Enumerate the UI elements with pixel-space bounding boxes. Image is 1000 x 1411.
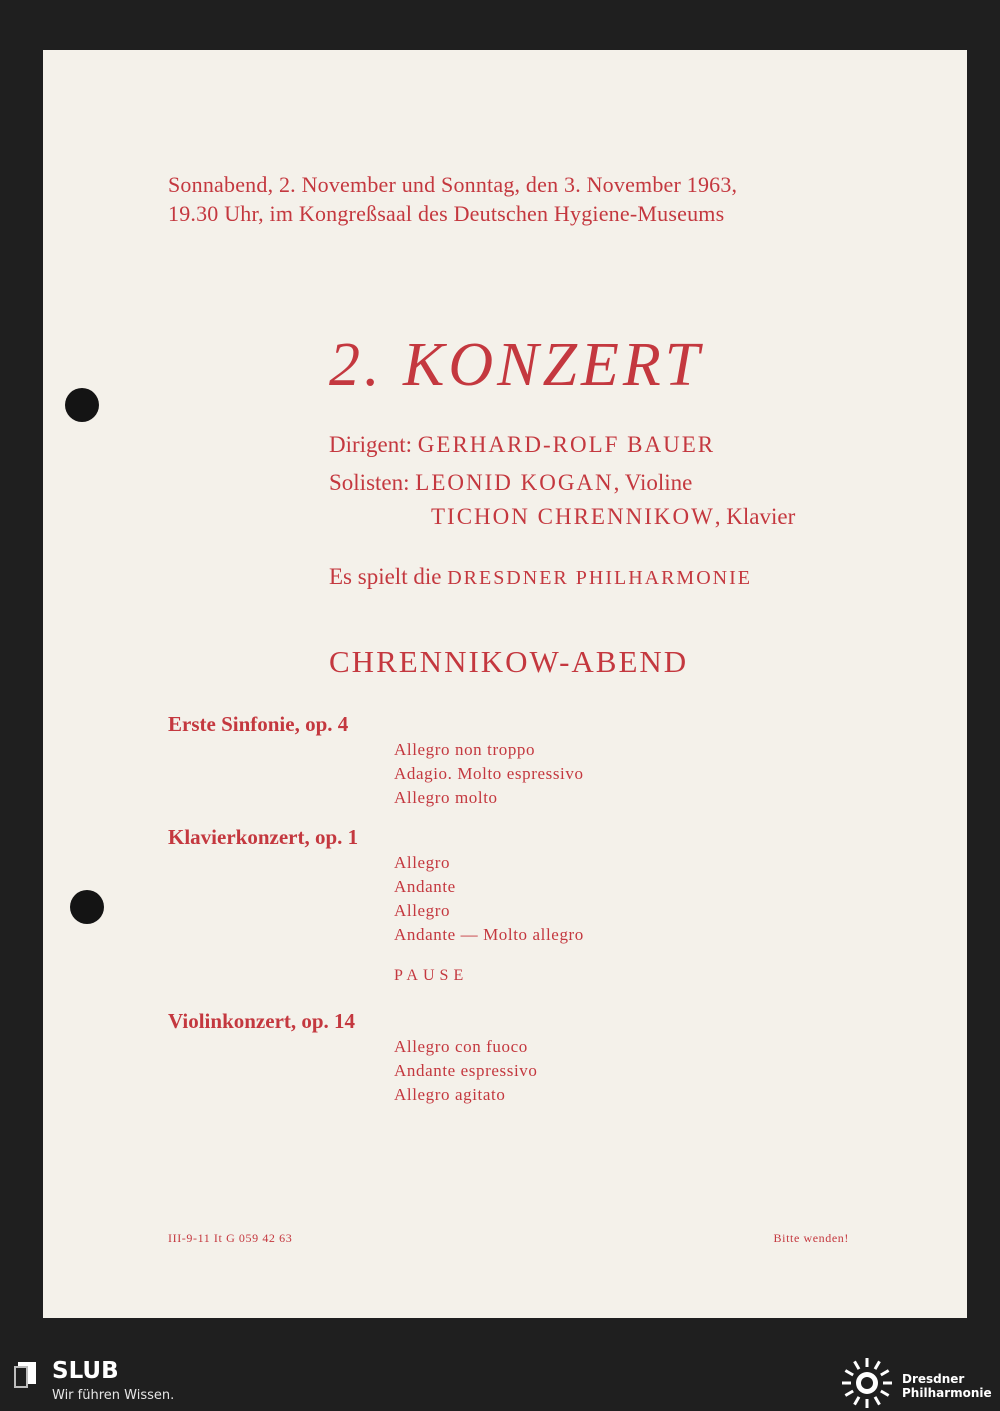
- date-line: Sonnabend, 2. November und Sonntag, den 3. November 1963,: [168, 172, 738, 197]
- venue-line: 19.30 Uhr, im Kongreßsaal des Deutschen Hygiene-Museums: [168, 201, 725, 226]
- conductor-name: GERHARD-ROLF BAUER: [417, 432, 716, 457]
- branding-bar: [0, 1352, 1000, 1411]
- orchestra-line: [329, 564, 752, 590]
- turn-page-note: Bitte wenden!: [773, 1231, 849, 1245]
- movement: Allegro agitato: [394, 1085, 506, 1104]
- slub-tagline: Wir führen Wissen.: [52, 1388, 175, 1403]
- slub-logo-link[interactable]: [14, 1358, 224, 1408]
- philharmonie-sunburst-icon: [840, 1356, 894, 1410]
- evening-title: CHRENNIKOW-ABEND: [329, 644, 689, 679]
- soloists-label: Solisten:: [329, 470, 410, 495]
- movement: Allegro molto: [394, 788, 498, 807]
- movement: Allegro: [394, 901, 451, 920]
- movement: Allegro non troppo: [394, 740, 536, 759]
- movement: Andante: [394, 877, 456, 896]
- soloist-kogan: LEONID KOGAN: [415, 470, 614, 495]
- work-title-sinfonie: Erste Sinfonie, op. 4: [168, 712, 349, 736]
- movement: Allegro: [394, 853, 451, 872]
- soloist-chrennikow: TICHON CHRENNIKOW: [431, 504, 715, 529]
- punch-hole-bottom: [70, 890, 104, 924]
- conductor-line: [329, 432, 715, 458]
- dresdner-philharmonie-logo-link[interactable]: [840, 1354, 992, 1410]
- dp-line2: Philharmonie: [902, 1386, 992, 1400]
- conductor-label: Dirigent:: [329, 432, 413, 457]
- slub-name: SLUB: [52, 1358, 119, 1384]
- punch-hole-top: [65, 388, 99, 422]
- soloist-kogan-role: , Violine: [613, 470, 693, 495]
- movement: Adagio. Molto espressivo: [394, 764, 584, 783]
- work-title-violinkonzert: Violinkonzert, op. 14: [168, 1009, 356, 1033]
- book-icon: [14, 1362, 38, 1388]
- program-sheet: [43, 50, 967, 1318]
- orchestra-name: DRESDNER PHILHARMONIE: [447, 567, 752, 589]
- soloist-chrennikow-line: [431, 504, 795, 530]
- concert-title: 2. KONZERT: [329, 331, 704, 399]
- soloist-chrennikow-role: , Klavier: [714, 504, 796, 529]
- print-code: III-9-11 It G 059 42 63: [168, 1231, 293, 1245]
- dp-line1: Dresdner: [902, 1372, 965, 1386]
- movement: Andante espressivo: [394, 1061, 538, 1080]
- orchestra-prefix: Es spielt die: [329, 564, 442, 589]
- movement: Andante — Molto allegro: [394, 925, 584, 944]
- soloists-line: [329, 470, 692, 496]
- intermission-label: PAUSE: [394, 967, 469, 984]
- movement: Allegro con fuoco: [394, 1037, 528, 1056]
- work-title-klavierkonzert: Klavierkonzert, op. 1: [168, 825, 359, 849]
